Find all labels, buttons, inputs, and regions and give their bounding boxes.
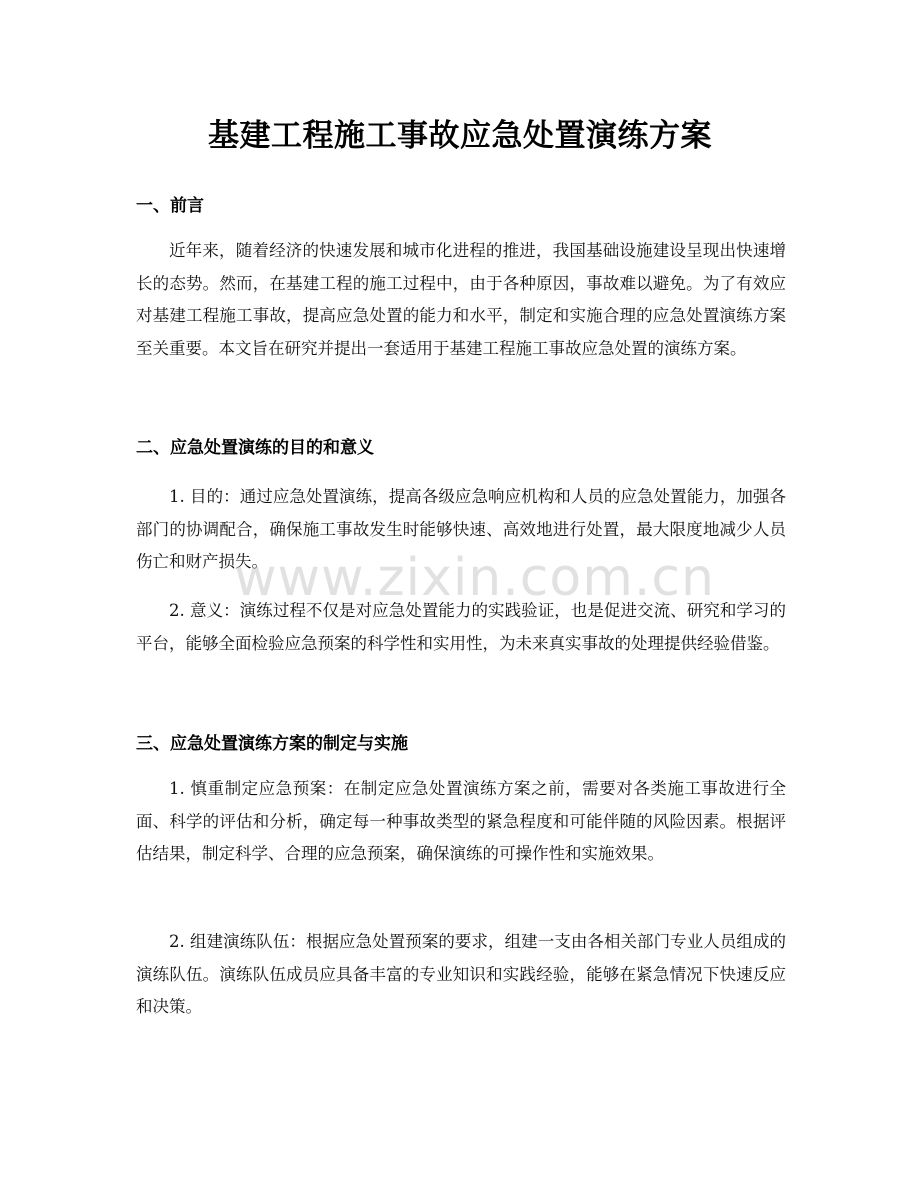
section-heading-preface: 一、前言	[136, 196, 204, 216]
paragraph-purpose-significance: 2. 意义：演练过程不仅是对应急处置能力的实践验证，也是促进交流、研究和学习的平台，能够全面检验应急预案的科学性和实用性，为未来真实事故的处理提供经验借鉴。	[136, 601, 786, 653]
section-heading-purpose: 二、应急处置演练的目的和意义	[136, 438, 374, 458]
paragraph-implementation-team: 2. 组建演练队伍：根据应急处置预案的要求，组建一支由各相关部门专业人员组成的演练队伍。演练队伍成员应具备丰富的专业知识和实践经验，能够在紧急情况下快速反应和决策。	[136, 932, 786, 1016]
watermark-text: www.zixin.com.cn	[234, 548, 715, 608]
paragraph-purpose-goal: 1. 目的：通过应急处置演练，提高各级应急响应机构和人员的应急处置能力，加强各部门的协调配合，确保施工事故发生时能够快速、高效地进行处置，最大限度地减少人员伤亡和财产损失。	[136, 487, 786, 571]
document-title: 基建工程施工事故应急处置演练方案	[208, 118, 712, 154]
paragraph-preface: 近年来，随着经济的快速发展和城市化进程的推进，我国基础设施建设呈现出快速增长的态势。然而，在基建工程的施工过程中，由于各种原因，事故难以避免。为了有效应对基建工程施工事故，提高应急处置的能力和水平，制定和实施合理的应急处置演练方案至关重要。本文旨在研究并提出一套适用于基建工程施工事故应急处置的演练方案。	[136, 241, 786, 358]
section-heading-implementation: 三、应急处置演练方案的制定与实施	[136, 734, 408, 754]
paragraph-implementation-plan: 1. 慎重制定应急预案：在制定应急处置演练方案之前，需要对各类施工事故进行全面、科学的评估和分析，确定每一种事故类型的紧急程度和可能伴随的风险因素。根据评估结果，制定科学、合理的应急预案，确保演练的可操作性和实施效果。	[136, 779, 786, 863]
